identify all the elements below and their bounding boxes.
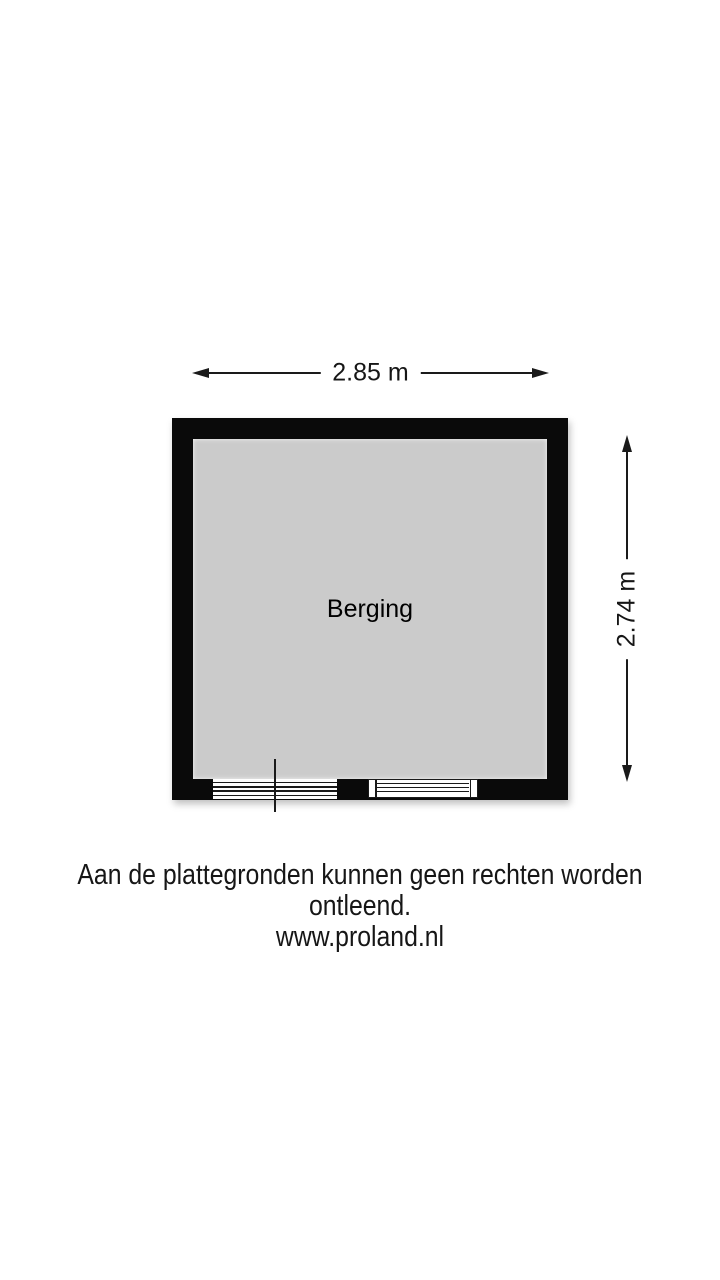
width-dimension-label: 2.85 m [320,359,420,388]
height-dimension-label: 2.74 m [613,558,642,658]
glazing-line [377,787,469,788]
window-center-marker [274,759,276,812]
disclaimer-text: Aan de plattegronden kunnen geen rechten worden ontleend. [77,859,643,922]
arrow-down-icon [622,765,632,782]
arrow-right-icon [532,368,549,378]
glazing-line [377,783,469,784]
arrow-up-icon [622,435,632,452]
width-dimension [192,358,549,387]
room-walls [172,418,568,800]
arrow-left-icon [192,368,209,378]
window-frame-post [470,780,472,797]
footer [52,860,668,953]
room-floor [193,439,547,779]
room-label: Berging [326,594,414,623]
website-text: www.proland.nl [275,921,445,953]
window-right [368,779,478,798]
height-dimension [612,435,641,782]
glazing-line [377,791,469,792]
